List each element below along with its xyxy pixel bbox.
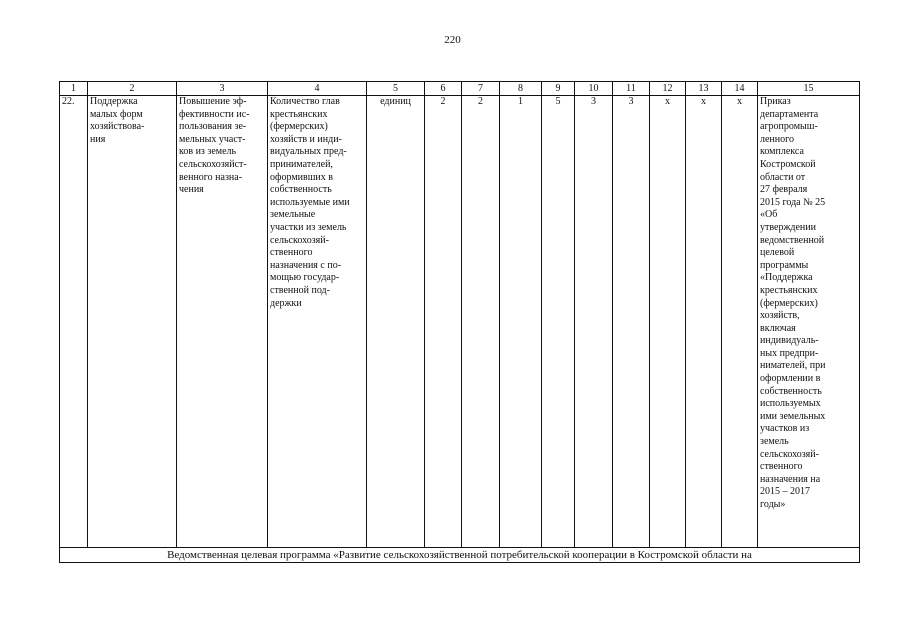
indicators-table xyxy=(59,81,860,563)
value-cell: х xyxy=(686,96,722,548)
column-number: 3 xyxy=(177,82,268,96)
column-number: 11 xyxy=(613,82,650,96)
program-title: Ведомственная целевая программа «Развитие сельскохозяйственной потребительской кооперации в Костромской области на xyxy=(60,548,860,563)
goal-cell: Повышение эф- фективности ис- пользования зе- мельных участ- ков из земель сельскохозяйст- венного назна- чения xyxy=(177,96,268,548)
value-cell: х xyxy=(650,96,686,548)
value-cell: 1 xyxy=(500,96,542,548)
column-number: 9 xyxy=(542,82,575,96)
column-number: 15 xyxy=(758,82,860,96)
value-cell: 3 xyxy=(613,96,650,548)
column-number: 4 xyxy=(268,82,367,96)
source-document-cell: Приказ департамента агропромыш- ленного комплекса Костромской области от 27 февраля 2015 года № 25 «Об утверждении ведомственной целевой программы «Поддержка крестьянских (фермерских) хозяйств, включая индивидуаль- ных предпри- нимателей, при оформлении в собственность используемых ими земельных участков из земель сельскохозяй- ственного назначения на 2015 – 2017 годы» xyxy=(758,96,860,548)
column-number: 5 xyxy=(367,82,425,96)
column-number: 12 xyxy=(650,82,686,96)
column-number: 10 xyxy=(575,82,613,96)
column-number: 7 xyxy=(462,82,500,96)
value-cell: 3 xyxy=(575,96,613,548)
event-name-cell: Поддержка малых форм хозяйствова- ния xyxy=(88,96,177,548)
value-cell: 2 xyxy=(462,96,500,548)
value-cell: 2 xyxy=(425,96,462,548)
column-number: 14 xyxy=(722,82,758,96)
column-number: 2 xyxy=(88,82,177,96)
table-row xyxy=(60,96,860,548)
column-number: 1 xyxy=(60,82,88,96)
column-number: 8 xyxy=(500,82,542,96)
column-number: 6 xyxy=(425,82,462,96)
page-number: 220 xyxy=(444,34,461,46)
indicator-cell: Количество глав крестьянских (фермерских) хозяйств и инди- видуальных пред- принимателей, оформивших в собственность используемые ими земельные участки из земель сельскохозяй- ственного назначения с по- мощью государ- ственной под- держки xyxy=(268,96,367,548)
column-number-row xyxy=(60,82,860,96)
row-number-cell: 22. xyxy=(60,96,88,548)
value-cell: х xyxy=(722,96,758,548)
column-number: 13 xyxy=(686,82,722,96)
program-title-row xyxy=(60,548,860,563)
unit-cell: единиц xyxy=(367,96,425,548)
value-cell: 5 xyxy=(542,96,575,548)
